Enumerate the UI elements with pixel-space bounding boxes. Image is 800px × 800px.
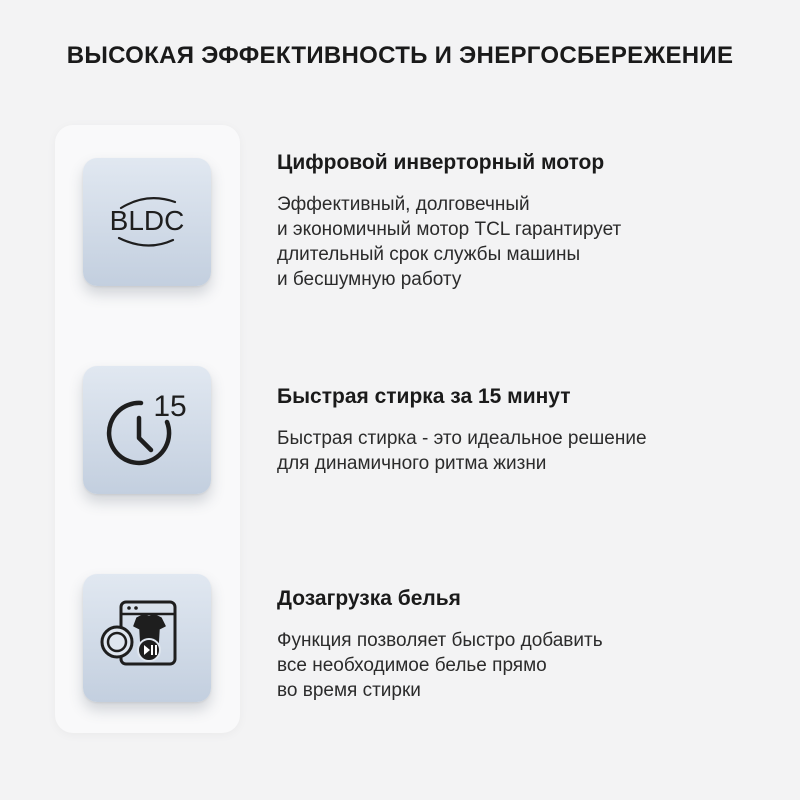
- feature-quick-wash: [277, 385, 757, 476]
- clock-15-icon-tile: [83, 366, 211, 494]
- feature-add-laundry: [277, 587, 757, 703]
- add-laundry-icon-tile: [83, 574, 211, 702]
- feature-description: Быстрая стирка - это идеальное решение для динамичного ритма жизни: [277, 428, 647, 474]
- add-laundry-icon: [83, 574, 211, 702]
- clock-15-icon-label: 15: [153, 390, 187, 423]
- feature-description: Эффективный, долговечный и экономичный мотор TCL гарантирует длительный срок службы машины и бесшумную работу: [277, 194, 622, 290]
- feature-title: Дозагрузка белья: [277, 587, 461, 610]
- page-title: ВЫСОКАЯ ЭФФЕКТИВНОСТЬ И ЭНЕРГОСБЕРЕЖЕНИЕ: [66, 42, 734, 69]
- feature-title: Быстрая стирка за 15 минут: [277, 385, 571, 408]
- bldc-icon: [83, 158, 211, 286]
- feature-inverter-motor: [277, 151, 757, 292]
- bldc-icon-label: BLDC: [109, 205, 185, 236]
- clock-15-icon: [83, 366, 211, 494]
- feature-description: Функция позволяет быстро добавить все необходимое белье прямо во время стирки: [277, 630, 603, 701]
- feature-title: Цифровой инверторный мотор: [277, 151, 605, 174]
- bldc-icon-tile: [83, 158, 211, 286]
